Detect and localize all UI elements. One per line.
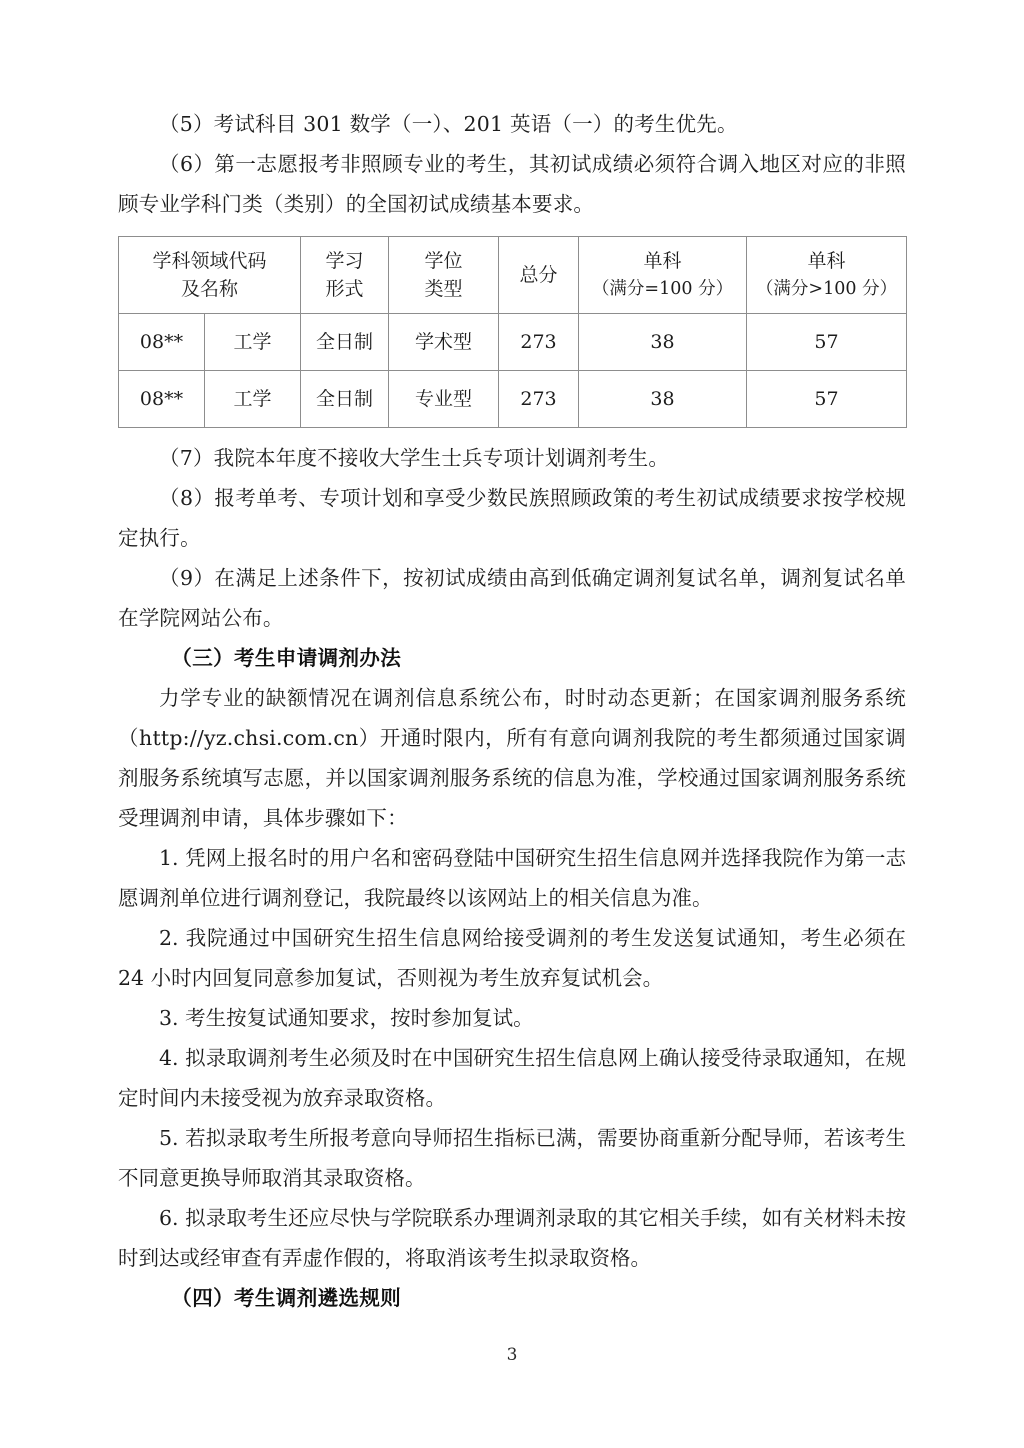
paragraph-item-5: （5）考试科目 301 数学（一）、201 英语（一）的考生优先。 (159, 112, 738, 136)
paragraph-item-7: （7）我院本年度不接收大学生士兵专项计划调剂考生。 (159, 446, 670, 470)
header-line-main: 单科 (807, 250, 846, 272)
header-line-sub: 形式 (325, 278, 364, 300)
cell-degree-type: 专业型 (389, 371, 499, 428)
table-row (119, 371, 907, 428)
cell-single-gt100: 57 (747, 314, 907, 371)
cell-code: 08** (119, 314, 205, 371)
table-row (119, 314, 907, 371)
score-requirements-table (118, 236, 907, 428)
table-header-row (119, 237, 907, 314)
cell-name: 工学 (205, 371, 301, 428)
list-item-step-2: 2. 我院通过中国研究生招生信息网给接受调剂的考生发送复试通知，考生必须在 24 小时内回复同意参加复试，否则视为考生放弃复试机会。 (118, 926, 906, 990)
cell-single-gt100: 57 (747, 371, 907, 428)
cell-study-form: 全日制 (301, 371, 389, 428)
table-header-study-form (301, 237, 389, 314)
cell-degree-type: 学术型 (389, 314, 499, 371)
paragraph-item-9: （9）在满足上述条件下，按初试成绩由高到低确定调剂复试名单，调剂复试名单在学院网站公布。 (118, 566, 906, 630)
cell-total-score: 273 (499, 371, 579, 428)
header-line-sub: 及名称 (181, 278, 239, 300)
paragraph-item-8: （8）报考单考、专项计划和享受少数民族照顾政策的考生初试成绩要求按学校规定执行。 (118, 486, 906, 550)
section-heading-four: （四）考生调剂遴选规则 (171, 1286, 402, 1310)
list-item-step-5: 5. 若拟录取考生所报考意向导师招生指标已满，需要协商重新分配导师，若该考生不同意更换导师取消其录取资格。 (118, 1126, 906, 1190)
table-header-total-score (499, 237, 579, 314)
header-line-main: 总分 (519, 264, 558, 286)
header-line-main: 学科领域代码 (152, 250, 267, 272)
list-item-step-1: 1. 凭网上报名时的用户名和密码登陆中国研究生招生信息网并选择我院作为第一志愿调剂单位进行调剂登记，我院最终以该网站上的相关信息为准。 (118, 846, 906, 910)
header-line-sub: （满分=100 分） (591, 279, 734, 299)
page-number: 3 (506, 1345, 518, 1365)
cell-single-eq100: 38 (579, 314, 747, 371)
cell-code: 08** (119, 371, 205, 428)
table-header-single-eq100 (579, 237, 747, 314)
list-item-step-6: 6. 拟录取考生还应尽快与学院联系办理调剂录取的其它相关手续，如有关材料未按时到达或经审查有弄虚作假的，将取消该考生拟录取资格。 (118, 1206, 906, 1270)
table-header-row-group (119, 237, 907, 314)
paragraph-item-6: （6）第一志愿报考非照顾专业的考生，其初试成绩必须符合调入地区对应的非照顾专业学科门类（类别）的全国初试成绩基本要求。 (118, 152, 906, 216)
header-line-sub: （满分>100 分） (755, 279, 898, 299)
page-content (118, 104, 906, 1318)
paragraph-transfer-intro: 力学专业的缺额情况在调剂信息系统公布，时时动态更新；在国家调剂服务系统（http://yz.chsi.com.cn）开通时限内，所有有意向调剂我院的考生都须通过国家调剂服务系统填写志愿，并以国家调剂服务系统的信息为准，学校通过国家调剂服务系统受理调剂申请，具体步骤如下： (118, 686, 906, 830)
table-header-discipline (119, 237, 301, 314)
section-heading-three: （三）考生申请调剂办法 (171, 646, 402, 670)
cell-total-score: 273 (499, 314, 579, 371)
table-header-degree-type (389, 237, 499, 314)
table-header-single-gt100 (747, 237, 907, 314)
cell-study-form: 全日制 (301, 314, 389, 371)
header-line-sub: 类型 (424, 278, 463, 300)
cell-single-eq100: 38 (579, 371, 747, 428)
table-body (119, 314, 907, 428)
header-line-main: 学习 (325, 250, 364, 272)
list-item-step-4: 4. 拟录取调剂考生必须及时在中国研究生招生信息网上确认接受待录取通知，在规定时间内未接受视为放弃录取资格。 (118, 1046, 906, 1110)
list-item-step-3: 3. 考生按复试通知要求，按时参加复试。 (159, 1006, 534, 1030)
header-line-main: 学位 (424, 250, 463, 272)
header-line-main: 单科 (643, 250, 682, 272)
cell-name: 工学 (205, 314, 301, 371)
